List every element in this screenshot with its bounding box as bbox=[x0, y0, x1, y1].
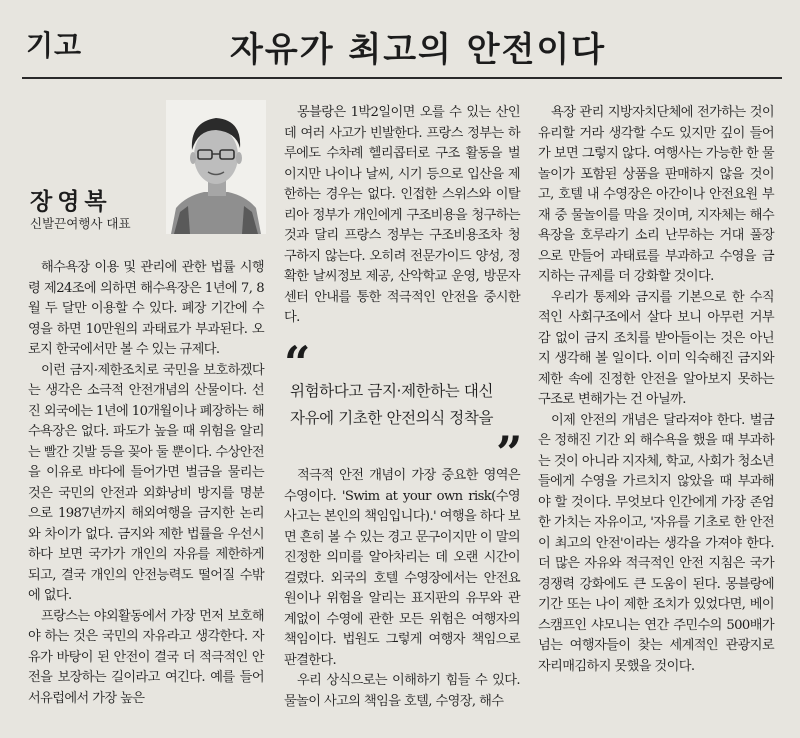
pull-quote-line-1: 위험하다고 금지·제한하는 대신 bbox=[290, 382, 494, 400]
paragraph: 해수욕장 이용 및 관리에 관한 법률 시행령 제24조에 의하면 해수욕장은 1년에 7, 8월 두 달만 이용할 수 있다. 폐장 기간에 수영을 하면 10만원의 과태료가 부과된다. 오로지 한국에서만 볼 수 있는 규제다. bbox=[28, 260, 264, 357]
headline: 자유가 최고의 안전이다 bbox=[230, 30, 607, 70]
paragraph: 프랑스는 야외활동에서 가장 먼저 보호해야 하는 것은 국민의 자유라고 생각한다. 자유가 바탕이 된 안전이 결국 더 적극적인 안전을 보장하는 길이라고 여긴다. 예를 들어 서유럽에서 가장 높은 bbox=[28, 608, 264, 706]
article-column-3 bbox=[538, 103, 774, 677]
quote-close-mark: ” bbox=[496, 426, 523, 480]
article-column-2-bottom bbox=[284, 466, 520, 712]
paragraph: 이제 안전의 개념은 달라져야 한다. 벌금은 정해진 기간 외 해수욕을 했을 때 부과하는 것이 아니라 지자체, 학교, 사회가 청소년들에게 수영을 가르치지 않았을 때 부과해야 할 것이다. 무엇보다 인간에게 가장 존엄한 가치는 자유이고, '자유를 기초로 한 안전이 최고의 안전'이라는 생각을 가져야 한다. 더 많은 자유와 적극적인 안전 지침은 국가 경쟁력 강화에도 큰 도움이 된다. 몽블랑에 기간 또는 나이 제한 조치가 있었다면, 베이스캠프인 샤모니는 연간 주민수의 500배가 넘는 여행자들이 찾는 세계적인 관광지로 자리매김하지 못했을 것이다. bbox=[538, 412, 774, 674]
article-column-2-top bbox=[284, 103, 520, 329]
author-title: 신발끈여행사 대표 bbox=[30, 216, 131, 231]
author-photo bbox=[166, 100, 266, 234]
pull-quote bbox=[290, 378, 520, 432]
section-label: 기고 bbox=[26, 29, 83, 62]
quote-open-mark: “ bbox=[284, 336, 311, 390]
pull-quote-line-2: 자유에 기초한 안전의식 정착을 bbox=[290, 409, 494, 427]
article-column-1 bbox=[28, 258, 264, 709]
paragraph: 몽블랑은 1박2일이면 오를 수 있는 산인데 여러 사고가 빈발한다. 프랑스 정부는 하루에도 수차례 헬리콥터로 구조 활동을 벌이지만 나이나 날씨, 시기 등으로 입산을 제한하는 경우는 없다. 인접한 스위스와 이탈리아 정부가 개인에게 구조비용을 청구하는 것과 달리 프랑스 정부는 구조비용조차 청구하지 않는다. 오히려 전문가이드 양성, 정확한 날씨정보 제공, 산악학교 운영, 방문자 센터 안내를 통한 적극적인 안전을 중시한다. bbox=[284, 105, 520, 325]
paragraph: 욕장 관리 지방자치단체에 전가하는 것이 유리할 거라 생각할 수도 있지만 깊이 들어가 보면 그렇지 않다. 여행사는 가능한 한 물놀이가 포함된 상품을 판매하지 않을 것이고, 호텔 내 수영장은 아간이나 안전요원 부재 중 물놀이를 막을 것이며, 지자체는 해수욕장을 호루라기 소리 난무하는 거대 풀장으로 만들어 과태료를 부과하고 수영을 금지하는 규제를 더 강화할 것이다. bbox=[538, 105, 774, 284]
author-name: 장영복 bbox=[30, 189, 112, 215]
author-portrait-image bbox=[166, 100, 266, 234]
paragraph: 우리 상식으로는 이해하기 힘들 수 있다. 물놀이 사고의 책임을 호텔, 수영장, 해수 bbox=[284, 673, 520, 709]
paragraph: 적극적 안전 개념이 가장 중요한 영역은 수영이다. 'Swim at your own risk(수영 사고는 본인의 책임입니다).' 여행을 하다 보면 흔히 볼 수 있는 경고 문구이지만 이 말의 진정한 의미를 알아차리는 데 오랜 시간이 걸렸다. 외국의 호텔 수영장에서는 안전요원이나 위험을 알리는 표지판의 유무와 관계없이 수영에 관한 모든 위험은 여행자의 책임이다. 법원도 그렇게 여행자 책임으로 판결한다. bbox=[284, 468, 520, 668]
paragraph: 우리가 통제와 금지를 기본으로 한 수직적인 사회구조에서 살다 보니 아무런 거부감 없이 금지 조치를 받아들이는 것은 아닌지 생각해 볼 일이다. 이미 익숙해진 금지와 제한 속에 진정한 안전을 알아보지 못하는 구조로 변해가는 건 아닐까. bbox=[538, 289, 774, 407]
header-rule bbox=[22, 77, 782, 79]
paragraph: 이런 금지·제한조치로 국민을 보호하겠다는 생각은 소극적 안전개념의 산물이다. 선진 외국에는 1년에 10개월이나 폐장하는 해수욕장은 없다. 파도가 높을 때 위험을 알리는 빨간 깃발 등을 꽂아 둘 뿐이다. 수상안전을 이유로 바다에 들어가면 벌금을 물리는 것은 국민의 안전과 외화낭비 방지를 명분으로 1987년까지 해외여행을 금지한 논리와 차이가 없다. 금지와 제한 법률을 우선시하다 보면 국가가 개인의 자유를 제한하게 되고, 결국 개인의 안전능력도 떨어질 수밖에 없다. bbox=[28, 362, 264, 603]
